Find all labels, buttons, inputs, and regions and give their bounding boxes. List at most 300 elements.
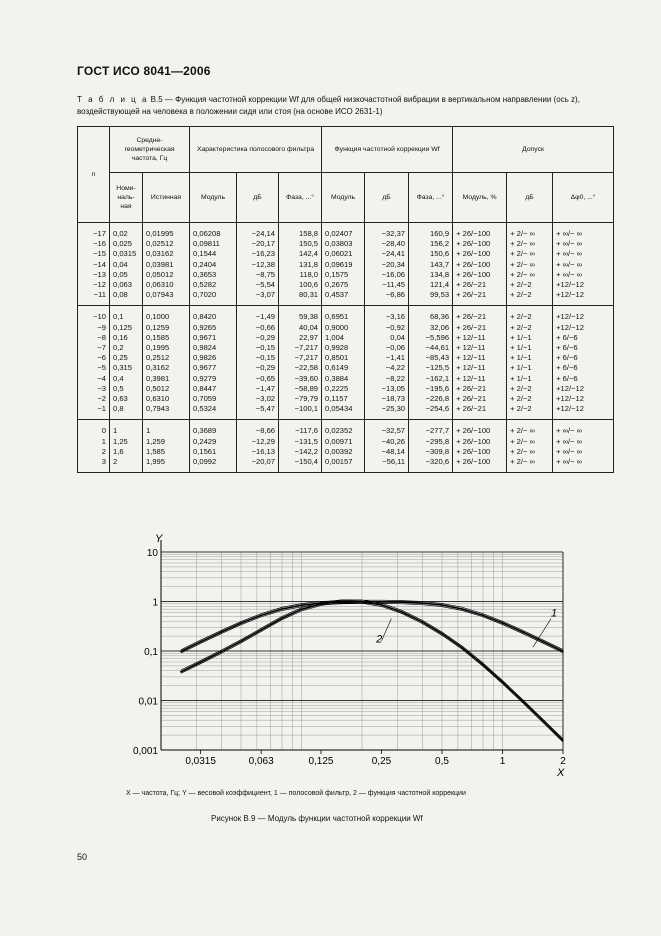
cell-modulus: 0,3653 — [190, 270, 237, 280]
data-point-2 — [522, 700, 524, 702]
cell-n: −15 — [78, 249, 110, 259]
cell-w-db: −24,41 — [365, 249, 409, 259]
cell-nominal: 0,8 — [110, 404, 143, 420]
cell-w-modulus: 0,1157 — [322, 394, 365, 404]
cell-w-phase: −320,6 — [409, 457, 453, 473]
data-point-2 — [280, 618, 282, 620]
cell-phase: 59,38 — [279, 306, 322, 323]
cell-true: 0,05012 — [143, 270, 190, 280]
table-row — [78, 394, 614, 404]
data-point-2 — [461, 647, 463, 649]
col-tol-db: дБ — [507, 173, 553, 223]
cell-tol-db: + 2/− ∞ — [507, 270, 553, 280]
cell-tol-phase: + 6/−6 — [553, 353, 614, 363]
cell-true: 0,1259 — [143, 323, 190, 333]
cell-phase: 80,31 — [279, 290, 322, 306]
data-point-1 — [180, 651, 182, 653]
cell-w-modulus: 0,05434 — [322, 404, 365, 420]
cell-tol-db: + 2/−2 — [507, 280, 553, 290]
cell-w-modulus: 0,8501 — [322, 353, 365, 363]
cell-n: −4 — [78, 374, 110, 384]
data-point-1 — [562, 650, 564, 652]
cell-phase: 131,8 — [279, 260, 322, 270]
cell-tol-phase: +12/−12 — [553, 404, 614, 420]
cell-true: 0,07943 — [143, 290, 190, 306]
series-leader-2 — [381, 619, 391, 641]
cell-w-db: −4,22 — [365, 363, 409, 373]
cell-w-modulus: 0,02407 — [322, 223, 365, 240]
table-row — [78, 457, 614, 473]
cell-db: −16,23 — [237, 249, 279, 259]
cell-n: 1 — [78, 437, 110, 447]
table-row — [78, 404, 614, 420]
cell-nominal: 0,1 — [110, 306, 143, 323]
cell-tol-phase: + 6/−6 — [553, 363, 614, 373]
table-row — [78, 384, 614, 394]
cell-w-db: −40,26 — [365, 437, 409, 447]
cell-tol-modulus: + 12/−11 — [453, 343, 507, 353]
cell-nominal: 0,08 — [110, 290, 143, 306]
data-point-2 — [381, 604, 383, 606]
cell-w-modulus: 0,2225 — [322, 384, 365, 394]
cell-nominal: 0,2 — [110, 343, 143, 353]
cell-tol-db: + 2/− ∞ — [507, 249, 553, 259]
cell-w-phase: −44,61 — [409, 343, 453, 353]
table-caption — [77, 94, 597, 118]
series-label-1: 1 — [551, 607, 558, 620]
cell-modulus: 0,7020 — [190, 290, 237, 306]
cell-db: −1,47 — [237, 384, 279, 394]
cell-w-phase: 32,06 — [409, 323, 453, 333]
cell-w-phase: −277,7 — [409, 420, 453, 437]
series-line-2 — [181, 600, 563, 739]
table-row — [78, 363, 614, 373]
cell-w-phase: −254,6 — [409, 404, 453, 420]
cell-tol-db: + 2/− ∞ — [507, 447, 553, 457]
cell-modulus: 0,09811 — [190, 239, 237, 249]
cell-w-phase: 150,6 — [409, 249, 453, 259]
cell-tol-modulus: + 26/−100 — [453, 260, 507, 270]
cell-true: 1,259 — [143, 437, 190, 447]
data-point-2 — [321, 603, 323, 605]
data-point-1 — [280, 608, 282, 610]
cell-true: 0,3981 — [143, 374, 190, 384]
cell-phase: 142,4 — [279, 249, 322, 259]
cell-n: −3 — [78, 384, 110, 394]
table-row — [78, 306, 614, 323]
cell-tol-modulus: + 26/−100 — [453, 420, 507, 437]
cell-phase: −7,217 — [279, 353, 322, 363]
cell-w-phase: 143,7 — [409, 260, 453, 270]
cell-w-phase: 156,2 — [409, 239, 453, 249]
data-point-2 — [180, 671, 182, 673]
data-point-2 — [401, 611, 403, 613]
cell-tol-db: + 1/−1 — [507, 374, 553, 384]
cell-w-phase: −85,43 — [409, 353, 453, 363]
cell-w-db: −6,86 — [365, 290, 409, 306]
cell-modulus: 0,0992 — [190, 457, 237, 473]
cell-n: −13 — [78, 270, 110, 280]
cell-phase: −131,5 — [279, 437, 322, 447]
cell-tol-modulus: + 26/−100 — [453, 457, 507, 473]
cell-w-db: −1,41 — [365, 353, 409, 363]
cell-tol-phase: + ∞/− ∞ — [553, 249, 614, 259]
cell-tol-db: + 2/−2 — [507, 404, 553, 420]
cell-tol-modulus: + 26/−100 — [453, 239, 507, 249]
y-tick-label: 1 — [152, 597, 158, 609]
cell-tol-db: + 2/−2 — [507, 306, 553, 323]
data-point-2 — [341, 601, 343, 603]
data-point-2 — [220, 651, 222, 653]
data-point-1 — [301, 604, 303, 606]
y-tick-label: 10 — [146, 548, 158, 559]
cell-w-phase: 99,53 — [409, 290, 453, 306]
cell-tol-db: + 2/− ∞ — [507, 420, 553, 437]
cell-tol-modulus: + 26/−21 — [453, 384, 507, 394]
document-title: ГОСТ ИСО 8041—2006 — [77, 64, 211, 78]
cell-nominal: 2 — [110, 457, 143, 473]
table-row — [78, 260, 614, 270]
data-point-2 — [421, 621, 423, 623]
col-modulus-2: Модуль — [322, 173, 365, 223]
data-point-1 — [220, 631, 222, 633]
col-true: Истинная — [143, 173, 190, 223]
cell-tol-db: + 2/− ∞ — [507, 437, 553, 447]
cell-n: 3 — [78, 457, 110, 473]
cell-true: 1,585 — [143, 447, 190, 457]
data-point-1 — [421, 602, 423, 604]
y-tick-label: 0,001 — [132, 746, 158, 757]
cell-n: −12 — [78, 280, 110, 290]
cell-n: −16 — [78, 239, 110, 249]
cell-w-phase: 68,36 — [409, 306, 453, 323]
cell-w-phase: −125,5 — [409, 363, 453, 373]
cell-modulus: 0,8420 — [190, 306, 237, 323]
cell-true: 0,03981 — [143, 260, 190, 270]
x-tick-label: 0,0315 — [185, 756, 216, 767]
cell-w-db: 0,04 — [365, 333, 409, 343]
col-n: n — [78, 127, 110, 223]
cell-w-modulus: 0,9000 — [322, 323, 365, 333]
cell-nominal: 0,16 — [110, 333, 143, 343]
cell-w-phase: −5,596 — [409, 333, 453, 343]
cell-tol-db: + 2/− ∞ — [507, 223, 553, 240]
cell-w-modulus: 0,2675 — [322, 280, 365, 290]
cell-phase: −142,2 — [279, 447, 322, 457]
cell-w-db: −25,30 — [365, 404, 409, 420]
cell-db: −3,07 — [237, 290, 279, 306]
cell-tol-modulus: + 26/−100 — [453, 437, 507, 447]
col-db-2: дБ — [365, 173, 409, 223]
page-number: 50 — [77, 852, 88, 862]
cell-phase: 40,04 — [279, 323, 322, 333]
cell-phase: −22,58 — [279, 363, 322, 373]
data-point-2 — [542, 720, 544, 722]
cell-true: 0,01995 — [143, 223, 190, 240]
cell-w-db: −0,06 — [365, 343, 409, 353]
col-nominal: Номи-наль-ная — [110, 173, 143, 223]
data-point-1 — [481, 614, 483, 616]
cell-nominal: 0,5 — [110, 384, 143, 394]
cell-w-db: −3,16 — [365, 306, 409, 323]
table-row — [78, 323, 614, 333]
cell-tol-modulus: + 12/−11 — [453, 353, 507, 363]
cell-phase: −39,60 — [279, 374, 322, 384]
cell-phase: −58,89 — [279, 384, 322, 394]
cell-tol-modulus: + 26/−21 — [453, 280, 507, 290]
cell-tol-modulus: + 26/−100 — [453, 447, 507, 457]
cell-tol-phase: + ∞/− ∞ — [553, 447, 614, 457]
y-axis-label: Y — [155, 533, 163, 545]
cell-tol-modulus: + 26/−100 — [453, 223, 507, 240]
cell-true: 0,1995 — [143, 343, 190, 353]
cell-tol-db: + 2/− ∞ — [507, 239, 553, 249]
x-tick-label: 0,25 — [371, 756, 392, 767]
col-phase-2: Фаза, ...° — [409, 173, 453, 223]
data-point-2 — [200, 661, 202, 663]
cell-nominal: 0,025 — [110, 239, 143, 249]
cell-tol-phase: + ∞/− ∞ — [553, 437, 614, 447]
data-point-1 — [461, 608, 463, 610]
cell-phase: 100,6 — [279, 280, 322, 290]
cell-w-modulus: 0,00971 — [322, 437, 365, 447]
cell-w-db: −28,40 — [365, 239, 409, 249]
x-tick-label: 2 — [560, 756, 566, 767]
data-point-1 — [260, 614, 262, 616]
cell-w-db: −16,06 — [365, 270, 409, 280]
cell-tol-phase: + 6/−6 — [553, 374, 614, 384]
data-point-2 — [502, 681, 504, 683]
data-point-2 — [260, 629, 262, 631]
cell-db: −20,07 — [237, 457, 279, 473]
cell-tol-db: + 1/−1 — [507, 333, 553, 343]
cell-tol-db: + 1/−1 — [507, 343, 553, 353]
cell-modulus: 0,5324 — [190, 404, 237, 420]
cell-n: −11 — [78, 290, 110, 306]
cell-db: −5,54 — [237, 280, 279, 290]
cell-true: 0,6310 — [143, 394, 190, 404]
cell-tol-phase: + ∞/− ∞ — [553, 260, 614, 270]
y-tick-label: 0,01 — [138, 696, 158, 708]
cell-db: −1,49 — [237, 306, 279, 323]
cell-w-modulus: 0,6951 — [322, 306, 365, 323]
cell-tol-modulus: + 26/−21 — [453, 404, 507, 420]
cell-nominal: 0,315 — [110, 363, 143, 373]
cell-db: −12,38 — [237, 260, 279, 270]
cell-tol-phase: + ∞/− ∞ — [553, 270, 614, 280]
data-point-1 — [522, 631, 524, 633]
y-tick-label: 0,1 — [144, 647, 158, 658]
cell-w-db: −48,14 — [365, 447, 409, 457]
cell-nominal: 1,6 — [110, 447, 143, 457]
data-point-1 — [200, 641, 202, 643]
cell-n: −8 — [78, 333, 110, 343]
data-point-1 — [542, 641, 544, 643]
col-group-frequency: Средне-геометрическая частота, Гц — [110, 127, 190, 173]
cell-tol-phase: + 6/−6 — [553, 343, 614, 353]
data-point-2 — [240, 640, 242, 642]
table-row — [78, 353, 614, 363]
cell-db: −24,14 — [237, 223, 279, 240]
cell-modulus: 0,9824 — [190, 343, 237, 353]
cell-true: 0,5012 — [143, 384, 190, 394]
cell-tol-phase: +12/−12 — [553, 323, 614, 333]
cell-phase: 118,0 — [279, 270, 322, 280]
weighting-chart — [115, 530, 585, 780]
x-axis-label: X — [557, 767, 565, 779]
cell-w-db: −32,37 — [365, 223, 409, 240]
cell-tol-db: + 2/−2 — [507, 323, 553, 333]
cell-w-db: −18,73 — [365, 394, 409, 404]
cell-tol-phase: + ∞/− ∞ — [553, 457, 614, 473]
cell-w-db: −20,34 — [365, 260, 409, 270]
cell-modulus: 0,9671 — [190, 333, 237, 343]
cell-true: 0,1000 — [143, 306, 190, 323]
x-tick-label: 0,5 — [435, 756, 449, 767]
cell-w-db: −8,22 — [365, 374, 409, 384]
data-point-1 — [441, 604, 443, 606]
col-tol-modulus: Модуль, % — [453, 173, 507, 223]
table-row — [78, 280, 614, 290]
cell-tol-db: + 2/−2 — [507, 394, 553, 404]
cell-w-phase: 121,4 — [409, 280, 453, 290]
cell-phase: 158,8 — [279, 223, 322, 240]
table-row — [78, 420, 614, 437]
cell-phase: −150,4 — [279, 457, 322, 473]
cell-w-db: −56,11 — [365, 457, 409, 473]
cell-phase: 150,5 — [279, 239, 322, 249]
table-row — [78, 249, 614, 259]
cell-tol-modulus: + 26/−21 — [453, 290, 507, 306]
table-row — [78, 223, 614, 240]
cell-n: −2 — [78, 394, 110, 404]
cell-tol-modulus: + 12/−11 — [453, 374, 507, 384]
data-point-1 — [502, 622, 504, 624]
cell-db: −12,29 — [237, 437, 279, 447]
cell-w-modulus: 0,06021 — [322, 249, 365, 259]
cell-modulus: 0,9279 — [190, 374, 237, 384]
col-group-tolerance: Допуск — [453, 127, 614, 173]
cell-tol-db: + 2/−2 — [507, 290, 553, 306]
cell-tol-phase: +12/−12 — [553, 290, 614, 306]
cell-true: 0,02512 — [143, 239, 190, 249]
cell-w-modulus: 0,3884 — [322, 374, 365, 384]
x-tick-label: 1 — [499, 756, 506, 767]
cell-tol-db: + 2/−2 — [507, 384, 553, 394]
cell-modulus: 0,9677 — [190, 363, 237, 373]
weighting-table — [77, 126, 614, 473]
table-row — [78, 437, 614, 447]
cell-db: −0,29 — [237, 333, 279, 343]
cell-tol-db: + 1/−1 — [507, 363, 553, 373]
table-row — [78, 290, 614, 306]
cell-tol-phase: +12/−12 — [553, 280, 614, 290]
cell-true: 0,03162 — [143, 249, 190, 259]
cell-modulus: 0,9826 — [190, 353, 237, 363]
cell-tol-db: + 2/− ∞ — [507, 457, 553, 473]
x-tick-label: 0,125 — [308, 756, 334, 767]
data-point-2 — [441, 633, 443, 635]
cell-n: −14 — [78, 260, 110, 270]
cell-w-db: −13,05 — [365, 384, 409, 394]
cell-w-phase: −162,1 — [409, 374, 453, 384]
cell-tol-modulus: + 26/−100 — [453, 270, 507, 280]
cell-w-modulus: 0,00392 — [322, 447, 365, 457]
caption-number: В.5 — [150, 95, 163, 104]
cell-true: 1 — [143, 420, 190, 437]
col-phase: Фаза, ...° — [279, 173, 322, 223]
col-tol-phase: Δφ0, ...° — [553, 173, 614, 223]
cell-w-modulus: 0,6149 — [322, 363, 365, 373]
cell-n: −1 — [78, 404, 110, 420]
cell-phase: −79,79 — [279, 394, 322, 404]
cell-db: −20,17 — [237, 239, 279, 249]
table-row — [78, 374, 614, 384]
cell-modulus: 0,1544 — [190, 249, 237, 259]
cell-db: −16,13 — [237, 447, 279, 457]
cell-modulus: 0,7059 — [190, 394, 237, 404]
cell-w-modulus: 0,4537 — [322, 290, 365, 306]
data-point-1 — [240, 622, 242, 624]
cell-modulus: 0,2404 — [190, 260, 237, 270]
cell-db: −0,15 — [237, 343, 279, 353]
cell-db: −0,65 — [237, 374, 279, 384]
cell-w-modulus: 0,02352 — [322, 420, 365, 437]
col-group-filter: Характеристика полосового фильтра — [190, 127, 322, 173]
cell-nominal: 0,0315 — [110, 249, 143, 259]
cell-n: −9 — [78, 323, 110, 333]
cell-phase: −100,1 — [279, 404, 322, 420]
cell-n: 2 — [78, 447, 110, 457]
cell-nominal: 0,063 — [110, 280, 143, 290]
x-tick-label: 0,063 — [248, 756, 274, 767]
cell-tol-phase: + ∞/− ∞ — [553, 239, 614, 249]
cell-w-phase: 160,9 — [409, 223, 453, 240]
cell-phase: −117,6 — [279, 420, 322, 437]
data-point-2 — [562, 739, 564, 741]
cell-tol-phase: +12/−12 — [553, 394, 614, 404]
data-point-2 — [481, 663, 483, 665]
cell-nominal: 1,25 — [110, 437, 143, 447]
cell-tol-modulus: + 26/−21 — [453, 394, 507, 404]
caption-prefix: Т а б л и ц а — [77, 95, 149, 104]
cell-tol-modulus: + 26/−21 — [453, 323, 507, 333]
cell-true: 1,995 — [143, 457, 190, 473]
cell-modulus: 0,8447 — [190, 384, 237, 394]
cell-tol-db: + 1/−1 — [507, 353, 553, 363]
cell-n: −17 — [78, 223, 110, 240]
cell-n: −10 — [78, 306, 110, 323]
cell-true: 0,3162 — [143, 363, 190, 373]
cell-db: −0,15 — [237, 353, 279, 363]
data-point-2 — [301, 608, 303, 610]
cell-nominal: 1 — [110, 420, 143, 437]
cell-modulus: 0,06208 — [190, 223, 237, 240]
cell-phase: −7,217 — [279, 343, 322, 353]
table-row — [78, 239, 614, 249]
cell-modulus: 0,9265 — [190, 323, 237, 333]
cell-tol-modulus: + 26/−100 — [453, 249, 507, 259]
cell-modulus: 0,2429 — [190, 437, 237, 447]
cell-db: −5,47 — [237, 404, 279, 420]
cell-nominal: 0,125 — [110, 323, 143, 333]
series-label-2: 2 — [376, 633, 383, 646]
cell-w-modulus: 1,004 — [322, 333, 365, 343]
table-row — [78, 270, 614, 280]
cell-tol-phase: + ∞/− ∞ — [553, 420, 614, 437]
cell-w-db: −0,92 — [365, 323, 409, 333]
series-line-1 — [181, 603, 563, 653]
